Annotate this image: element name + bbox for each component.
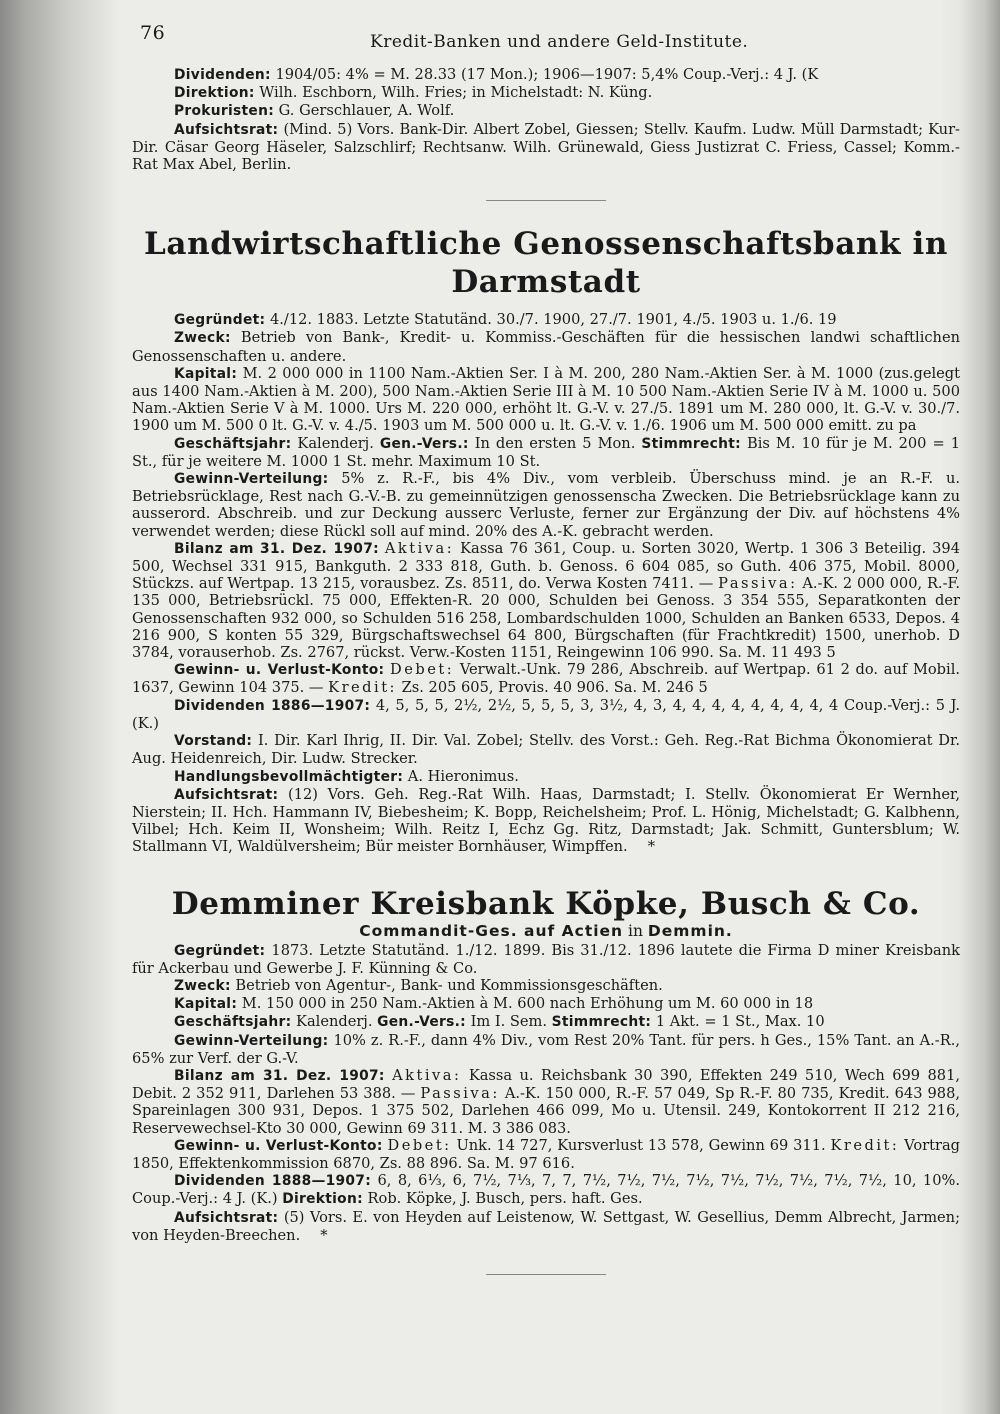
field-geschaeftsjahr: Geschäftsjahr: Kalenderj. Gen.-Vers.: Im I. Sem. Stimmrecht: 1 Akt. = 1 St., Max. 10 xyxy=(174,1013,825,1031)
field-gewinn-verteilung: Gewinn-Verteilung: 10% z. R.-F., dann 4% Div., vom Rest 20% Tant. für pers. h Ges., 15% Tant. an A.-R., 65% zur Verf. der G.-V. xyxy=(132,1031,960,1067)
page-content xyxy=(132,18,960,1299)
field-zweck: Zweck: Betrieb von Agentur-, Bank- und Kommissionsgeschäften. xyxy=(174,976,663,994)
separator-rule xyxy=(486,1274,606,1275)
running-title: Kredit-Banken und andere Geld-Institute. xyxy=(370,32,749,52)
page-number: 76 xyxy=(140,22,166,44)
field-kapital: Kapital: M. 2 000 000 in 1100 Nam.-Aktien Ser. I à M. 200, 280 Nam.-Aktien Ser. à M. 1000 (zus.gelegt aus 1400 Nam.-Aktien à M. 200), 500 Nam.-Aktien Serie III à M. 10 500 Nam.-Aktien Serie IV à M. 1000 u. 500 Nam.-Aktien Serie V à M. 1000. Urs M. 220 000, erhöht lt. G.-V. v. 27./5. 1891 um M. 280 000, lt. G.-V. v. 30./7. 1900 um M. 500 0 lt. G.-V. v. 4./5. 1903 um M. 500 000 u. lt. G.-V. v. 1./6. 1906 um M. 500 000 emitt. zu pa xyxy=(132,364,960,435)
field-handlungsbevollmaechtigter: Handlungsbevollmächtigter: A. Hieronimus. xyxy=(174,767,519,785)
entry-demminer-kreisbank xyxy=(132,886,960,1244)
field-gegruendet: Gegründet: 1873. Letzte Statutänd. 1./12. 1899. Bis 31./12. 1896 lautete die Firma D miner Kreisbank für Ackerbau und Gewerbe J. F. Künning & Co. xyxy=(132,941,960,977)
field-kapital: Kapital: M. 150 000 in 250 Nam.-Aktien à M. 600 nach Erhöhung um M. 60 000 in 18 xyxy=(174,995,814,1013)
asterisk-mark: * xyxy=(320,1226,328,1244)
field-aufsichtsrat: Aufsichtsrat: (12) Vors. Geh. Reg.-Rat Wilh. Haas, Darmstadt; I. Stellv. Ökonomierat Er Wernher, Nierstein; II. Hch. Hammann IV, Biebesheim; K. Bopp, Reichelsheim; Prof. L. Hönig, Michelstadt; G. Kalbhenn, Vilbel; Hch. Keim II, Wonsheim; Wilh. Reitz I, Echz Gg. Ritz, Darmstadt; Jak. Schmitt, Guntersblum; W. Stallmann VI, Waldülversheim; Bür meister Bornhäuser, Wimpffen. * xyxy=(132,785,960,856)
field-dividenden: Dividenden 1888—1907: 6, 8, 6⅓, 6, 7½, 7⅓, 7, 7, 7½, 7½, 7½, 7½, 7½, 7½, 7½, 7½, 7½, 10, 10%. Coup.-Verj.: 4 J. (K.) Direktion: Rob. Köpke, J. Busch, pers. haft. Ges. xyxy=(132,1172,960,1208)
field-gewinn-verteilung: Gewinn-Verteilung: 5% z. R.-F., bis 4% Div., vom verbleib. Überschuss mind. je an R.-F. u. Betriebsrücklage, Rest nach G.-V.-B. zu gemeinnützigen genossenscha Zwecken. Die Betriebsrücklage kann zu ausserord. Abschreib. und zur Deckung ausserc Verluste, ferner zur Ergänzung der Div. auf höchstens 4% verwendet werden; diese Rückl soll auf mind. 20% des A.-K. gebracht werden. xyxy=(132,470,960,540)
prev-prokuristen: Prokuristen: G. Gerschlauer, A. Wolf. xyxy=(174,102,455,120)
entry-title: Landwirtschaftliche Genossenschaftsbank in Darmstadt xyxy=(143,226,949,301)
prev-direktion: Direktion: Wilh. Eschborn, Wilh. Fries; in Michelstadt: N. Küng. xyxy=(174,84,653,102)
field-bilanz: Bilanz am 31. Dez. 1907: Aktiva: Kassa 76 361, Coup. u. Sorten 3020, Wertp. 1 306 3 Beteilig. 394 500, Wechsel 331 915, Bankguth. 2 333 818, Guth. b. Genoss. 6 604 085, so Guth. 406 375, Mobil. 8000, Stückzs. auf Wertpap. 13 215, vorausbez. Zs. 8511, do. Verwa Kosten 7411. — Passiva: A.-K. 2 000 000, R.-F. 135 000, Betriebsrückl. 75 000, Effekten-R. 20 000, Schulden bei Genoss. 3 354 555, Separatkonten der Genossenschaften 932 000, so Schulden 516 258, Lombardschulden 1000, Schulden an Banken 6533, Depos. 4 216 900, S konten 55 329, Bürgschaftswechsel 64 800, Bürgschaften (für Frachtkredit) 1500, unerhob. D 3784, vorauserhob. Zs. 2767, rückst. Verw.-Kosten 1151, Reingewinn 106 990. Sa. M. 11 493 5 xyxy=(132,539,960,662)
entry-landwirtschaftliche-genossenschaftsbank xyxy=(132,225,960,855)
field-gewinn-verlust-konto: Gewinn- u. Verlust-Konto: Debet: Unk. 14 727, Kursverlust 13 578, Gewinn 69 311. Kredit: Vortrag 1850, Effektenkommission 6870, Zs. 88 896. Sa. M. 97 616. xyxy=(132,1136,960,1172)
field-bilanz: Bilanz am 31. Dez. 1907: Aktiva: Kassa u. Reichsbank 30 390, Effekten 249 510, Wech 699 881, Debit. 2 352 911, Darlehen 53 388. — Passiva: A.-K. 150 000, R.-F. 57 049, Sp R.-F. 80 735, Kredit. 643 988, Spareinlagen 300 931, Depos. 1 375 502, Darlehen 466 099, Mo u. Utensil. 249, Kontokorrent II 212 216, Reservewechsel-Kto 30 000, Gewinn 69 311. M. 3 386 083. xyxy=(132,1066,960,1137)
page-edge-shadow xyxy=(960,0,1000,1414)
running-header xyxy=(132,18,960,52)
book-gutter-shadow xyxy=(0,0,120,1414)
field-dividenden: Dividenden 1886—1907: 4, 5, 5, 5, 2½, 2½, 5, 5, 5, 3, 3½, 4, 3, 4, 4, 4, 4, 4, 4, 4, 4, 4 Coup.-Verj.: 5 J. (K.) xyxy=(132,696,960,732)
prev-dividenden: Dividenden: 1904/05: 4% = M. 28.33 (17 Mon.); 1906—1907: 5,4% Coup.-Verj.: 4 J. (K xyxy=(174,66,819,83)
field-vorstand: Vorstand: I. Dir. Karl Ihrig, II. Dir. Val. Zobel; Stellv. des Vorst.: Geh. Reg.-Rat Bichma Ökonomierat Dr. Aug. Heidenreich, Dir. Ludw. Strecker. xyxy=(132,732,960,768)
field-zweck: Zweck: Betrieb von Bank-, Kredit- u. Kommiss.-Geschäften für die hessischen landwi schaftlichen Genossenschaften u. andere. xyxy=(132,329,960,365)
asterisk-mark: * xyxy=(647,838,655,856)
field-geschaeftsjahr: Geschäftsjahr: Kalenderj. Gen.-Vers.: In den ersten 5 Mon. Stimmrecht: Bis M. 10 für je M. 200 = 1 St., für je weitere M. 1000 1 St. mehr. Maximum 10 St. xyxy=(132,434,960,470)
separator-rule xyxy=(486,200,606,201)
field-aufsichtsrat: Aufsichtsrat: (5) Vors. E. von Heyden auf Leistenow, W. Settgast, W. Gesellius, Demm Albrecht, Jarmen; von Heyden-Breechen. * xyxy=(132,1208,960,1244)
entry-subtitle: Commandit-Ges. auf Actien in Demmin. xyxy=(359,921,733,940)
entry-title: Demminer Kreisbank Köpke, Busch & Co. xyxy=(171,885,921,922)
field-gewinn-verlust-konto: Gewinn- u. Verlust-Konto: Debet: Verwalt.-Unk. 79 286, Abschreib. auf Wertpap. 61 2 do. auf Mobil. 1637, Gewinn 104 375. — Kredit: Zs. 205 605, Provis. 40 906. Sa. M. 246 5 xyxy=(132,661,960,697)
field-gegruendet: Gegründet: 4./12. 1883. Letzte Statutänd. 30./7. 1900, 27./7. 1901, 4./5. 1903 u. 1./6. 19 xyxy=(174,311,837,329)
prev-aufsichtsrat: Aufsichtsrat: (Mind. 5) Vors. Bank-Dir. Albert Zobel, Giessen; Stellv. Kaufm. Ludw. Müll Darmstadt; Kur-Dir. Cäsar Georg Häseler, Salzschlirf; Rechtsanw. Wilh. Grünewald, Giess Justizrat C. Friess, Cassel; Komm.-Rat Max Abel, Berlin. xyxy=(132,120,960,174)
previous-entry-continuation xyxy=(132,66,960,173)
